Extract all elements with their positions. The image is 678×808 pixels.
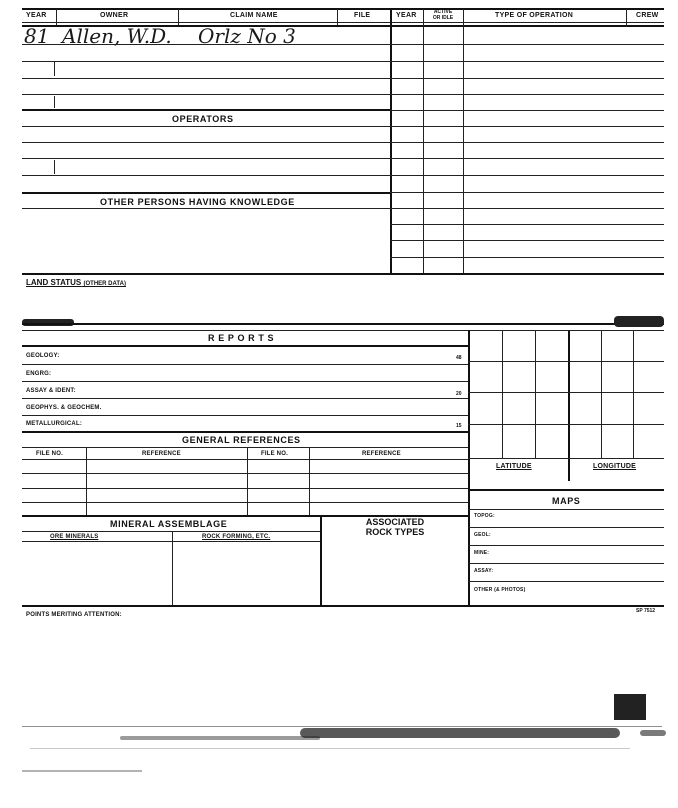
- maps-heading: MAPS: [552, 496, 581, 506]
- report-assay-num: 20: [456, 391, 462, 397]
- operators-heading: OPERATORS: [172, 114, 234, 124]
- form-code: SP 7512: [636, 608, 656, 614]
- col-owner: OWNER: [100, 12, 129, 19]
- maps-other: OTHER (& PHOTOS): [474, 587, 526, 593]
- col-claim-name: CLAIM NAME: [230, 12, 278, 19]
- gr-reference-2: REFERENCE: [362, 451, 401, 457]
- gr-file-no-2: FILE NO.: [261, 451, 288, 457]
- maps-mine: MINE:: [474, 550, 490, 556]
- associated-rock-types-line1: ASSOCIATED: [365, 517, 425, 527]
- gr-reference-1: REFERENCE: [142, 451, 181, 457]
- col-crew: CREW: [636, 12, 659, 19]
- entry-claim-name: Orlz No 3: [198, 24, 296, 48]
- maps-geol: GEOL:: [474, 532, 491, 538]
- col-type-of-operation: TYPE OF OPERATION: [495, 12, 574, 19]
- entry-owner: Allen, W.D.: [62, 24, 172, 48]
- report-geology: GEOLOGY:: [26, 353, 60, 359]
- scan-smudge: [614, 694, 646, 720]
- associated-rock-types-line2: ROCK TYPES: [365, 527, 425, 537]
- points-meriting-attention: POINTS MERITING ATTENTION:: [26, 612, 122, 618]
- gr-file-no-1: FILE NO.: [36, 451, 63, 457]
- col-ops-year: YEAR: [396, 12, 417, 19]
- other-persons-heading: OTHER PERSONS HAVING KNOWLEDGE: [100, 197, 295, 207]
- report-geology-num: 48: [456, 355, 462, 361]
- col-active-line2: OR IDLE: [432, 15, 454, 21]
- general-references-heading: GENERAL REFERENCES: [182, 435, 301, 445]
- reports-heading: R E P O R T S: [208, 333, 275, 343]
- maps-assay: ASSAY:: [474, 568, 494, 574]
- entry-year: 81: [24, 24, 50, 48]
- rock-forming-label: ROCK FORMING, ETC.: [202, 534, 271, 540]
- col-active-line1: ACTIVE: [433, 9, 453, 15]
- col-file: FILE: [354, 12, 371, 19]
- report-geophys: GEOPHYS. & GEOCHEM.: [26, 405, 102, 411]
- land-status-title: LAND STATUS: [26, 278, 82, 287]
- report-metallurgical: METALLURGICAL:: [26, 421, 83, 427]
- report-metallurgical-num: 15: [456, 423, 462, 429]
- latitude-label: LATITUDE: [496, 463, 532, 470]
- maps-topog: TOPOG:: [474, 513, 495, 519]
- mineral-assemblage-heading: MINERAL ASSEMBLAGE: [110, 519, 228, 529]
- report-engrg: ENGRG:: [26, 371, 52, 377]
- col-year: YEAR: [26, 12, 47, 19]
- report-assay: ASSAY & IDENT:: [26, 388, 76, 394]
- ore-minerals-label: ORE MINERALS: [50, 534, 99, 540]
- land-status-label: [26, 278, 126, 287]
- longitude-label: LONGITUDE: [593, 463, 637, 470]
- land-status-sub: (OTHER DATA): [83, 281, 126, 287]
